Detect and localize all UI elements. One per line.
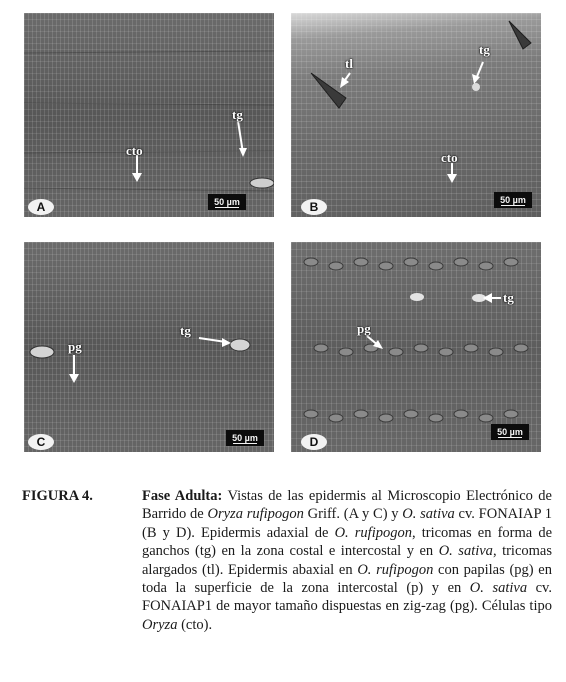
caption-text: Griff. (A y C) y <box>303 506 403 523</box>
label-tg: tg <box>180 323 191 338</box>
micrograph-panel-b <box>291 13 541 217</box>
caption-text: cv. FONAIAP1 de mayor tamaño dispuestas en zig-zag (pg). Células tipo <box>142 580 552 615</box>
caption-species: Oryza <box>142 616 178 633</box>
scale-bar <box>226 430 264 446</box>
caption-species: O. rufipogon <box>334 524 412 541</box>
scale-bar <box>208 194 246 210</box>
label-tg: tg <box>479 42 490 57</box>
micrograph-panel-a <box>24 13 274 217</box>
caption-species: O. rufipogon <box>357 561 434 578</box>
label-tg: tg <box>232 107 243 122</box>
panel-c-annotations <box>24 242 274 452</box>
caption-text: Vistas de las epidermis al Microscopio Electrónico de Barrido de <box>142 488 552 523</box>
label-tg: tg <box>503 290 514 305</box>
caption-text: , tricomas en forma de ganchos (tg) en la zona costal e intercostal y en <box>142 524 553 560</box>
label-cto: cto <box>126 143 143 158</box>
label-pg: pg <box>68 339 82 354</box>
caption-text: , tricomas alargados (tl). Epidermis abaxial en <box>142 543 553 578</box>
micrograph-panel-c <box>24 242 274 452</box>
caption-text: cv. FONAIAP 1 (B y D). Epidermis adaxial de <box>142 506 552 541</box>
scale-bar-label: 50 µm <box>500 195 526 205</box>
caption-body <box>142 487 552 634</box>
label-pg: pg <box>357 321 371 336</box>
scale-bar-label: 50 µm <box>232 433 258 443</box>
scale-bar-label: 50 µm <box>214 197 240 207</box>
caption-species: O. sativa <box>438 543 493 560</box>
panel-letter: B <box>301 199 327 215</box>
caption-species: O. sativa <box>469 580 528 597</box>
panel-d-annotations <box>291 242 541 452</box>
caption-text: con papilas (pg) en toda la superficie de la zona intercostal (p) y en <box>142 561 552 597</box>
label-cto: cto <box>441 150 458 165</box>
panel-letter: A <box>28 199 54 215</box>
caption-text: (cto). <box>177 616 213 633</box>
caption-title: Fase Adulta: <box>142 488 223 504</box>
panel-b-annotations <box>291 13 541 217</box>
scale-bar <box>491 424 529 440</box>
micrograph-panel-d <box>291 242 541 452</box>
label-tl: tl <box>345 56 353 71</box>
caption-species: Oryza rufipogon <box>207 506 304 523</box>
caption-species: O. sativa <box>402 506 455 523</box>
panel-letter: C <box>28 434 54 450</box>
figure-label: FIGURA 4. <box>22 488 93 504</box>
scale-bar <box>494 192 532 208</box>
panel-letter: D <box>301 434 327 450</box>
scale-bar-label: 50 µm <box>497 427 523 437</box>
